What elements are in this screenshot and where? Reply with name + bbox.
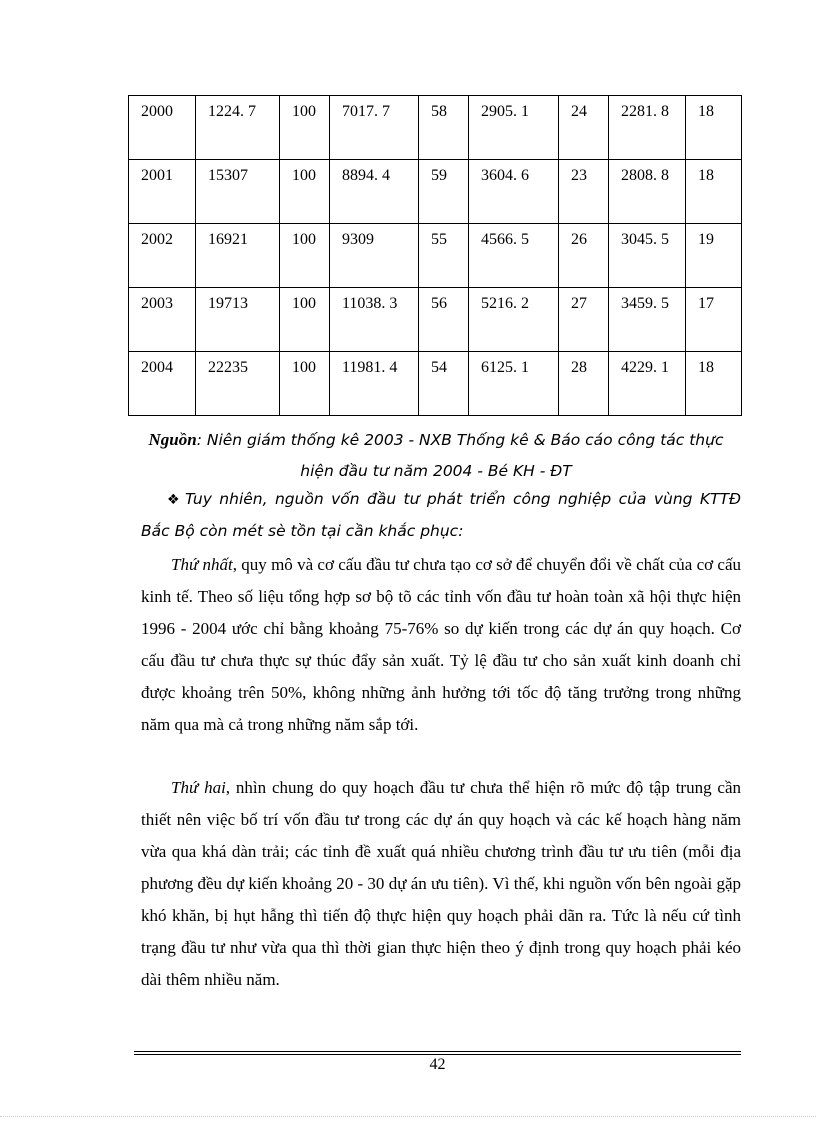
table-cell: 16921 bbox=[196, 224, 280, 288]
table-cell: 26 bbox=[559, 224, 609, 288]
table-cell: 17 bbox=[686, 288, 742, 352]
table-cell: 24 bbox=[559, 96, 609, 160]
table-cell: 5216. 2 bbox=[469, 288, 559, 352]
table-cell: 2001 bbox=[129, 160, 196, 224]
table-cell: 2004 bbox=[129, 352, 196, 416]
table-cell: 3459. 5 bbox=[609, 288, 686, 352]
table-body bbox=[129, 96, 742, 416]
table-cell: 2281. 8 bbox=[609, 96, 686, 160]
bullet-paragraph bbox=[141, 484, 741, 547]
table-cell: 2000 bbox=[129, 96, 196, 160]
table-row bbox=[129, 96, 742, 160]
diamond-bullet-icon: ❖ bbox=[167, 492, 183, 508]
table-cell: 7017. 7 bbox=[330, 96, 419, 160]
table-cell: 11038. 3 bbox=[330, 288, 419, 352]
table-cell: 1224. 7 bbox=[196, 96, 280, 160]
table-cell: 8894. 4 bbox=[330, 160, 419, 224]
table-cell: 15307 bbox=[196, 160, 280, 224]
table-cell: 18 bbox=[686, 96, 742, 160]
table-cell: 2905. 1 bbox=[469, 96, 559, 160]
table-cell: 2002 bbox=[129, 224, 196, 288]
paragraph-text: , nhìn chung do quy hoạch đầu tư chưa thể hiện rõ mức độ tập trung cần thiết nên việc bố trí vốn đầu tư trong các dự án quy hoạch và các kế hoạch hàng năm vừa qua khá dàn trải; các tỉnh đề xuất quá nhiều chương trình đầu tư ưu tiên (mỗi địa phương đều dự kiến khoảng 20 - 30 dự án ưu tiên). Vì thế, khi nguồn vốn bên ngoài gặp khó khăn, bị hụt hẫng thì tiến độ thực hiện quy hoạch phải dãn ra. Tức là nếu cứ tình trạng đầu tư như vừa qua thì thời gian thực hiện theo ý định trong quy hoạch phải kéo dài thêm nhiều năm. bbox=[141, 778, 741, 989]
table-cell: 22235 bbox=[196, 352, 280, 416]
page-edge-divider bbox=[0, 1116, 816, 1117]
table-cell: 54 bbox=[419, 352, 469, 416]
table-cell: 100 bbox=[280, 288, 330, 352]
table-cell: 28 bbox=[559, 352, 609, 416]
table-cell: 2808. 8 bbox=[609, 160, 686, 224]
table-cell: 19713 bbox=[196, 288, 280, 352]
table-cell: 18 bbox=[686, 160, 742, 224]
table-cell: 4229. 1 bbox=[609, 352, 686, 416]
table-cell: 59 bbox=[419, 160, 469, 224]
table-cell: 100 bbox=[280, 224, 330, 288]
table-cell: 100 bbox=[280, 96, 330, 160]
source-note bbox=[130, 424, 742, 487]
table-cell: 18 bbox=[686, 352, 742, 416]
table-cell: 55 bbox=[419, 224, 469, 288]
table-cell: 58 bbox=[419, 96, 469, 160]
paragraph-lead: Thứ nhất bbox=[171, 555, 233, 574]
table-cell: 100 bbox=[280, 352, 330, 416]
bullet-text: Tuy nhiên, nguồn vốn đầu tư phát triển công nghiệp của vùng KTTĐ Bắc Bộ còn mét sè tồn tại cần khắc phục: bbox=[141, 490, 741, 540]
table-row bbox=[129, 288, 742, 352]
paragraph-text: , quy mô và cơ cấu đầu tư chưa tạo cơ sở để chuyển đổi về chất của cơ cấu kinh tế. Theo số liệu tổng hợp sơ bộ tõ các tỉnh vốn đầu tư hoàn toàn xã hội thực hiện 1996 - 2004 ước chỉ bằng khoảng 75-76% so dự kiến trong các dự án quy hoạch. Cơ cấu đầu tư chưa thực sự thúc đẩy sản xuất. Tỷ lệ đầu tư cho sản xuất kinh doanh chỉ được khoảng trên 50%, không những ảnh hưởng tới tốc độ tăng trưởng trong những năm qua mà cả trong những năm sắp tới. bbox=[141, 555, 742, 734]
table-cell: 3604. 6 bbox=[469, 160, 559, 224]
source-label: Nguồn bbox=[148, 430, 197, 449]
table-cell: 4566. 5 bbox=[469, 224, 559, 288]
paragraph-second bbox=[141, 772, 741, 996]
footer-divider-thin bbox=[134, 1054, 741, 1055]
table-cell: 27 bbox=[559, 288, 609, 352]
table-cell: 56 bbox=[419, 288, 469, 352]
table-row bbox=[129, 224, 742, 288]
table-cell: 23 bbox=[559, 160, 609, 224]
table-row bbox=[129, 160, 742, 224]
paragraph-first bbox=[141, 549, 741, 741]
table-cell: 2003 bbox=[129, 288, 196, 352]
table-cell: 6125. 1 bbox=[469, 352, 559, 416]
page-number: 42 bbox=[429, 1056, 446, 1073]
source-text: : Niên giám thống kê 2003 - NXB Thống kê & Báo cáo công tác thực hiện đầu tư năm 2004 - Bé KH - ĐT bbox=[196, 431, 724, 480]
statistics-table bbox=[128, 95, 742, 416]
table-cell: 9309 bbox=[330, 224, 419, 288]
table-cell: 11981. 4 bbox=[330, 352, 419, 416]
table-cell: 3045. 5 bbox=[609, 224, 686, 288]
table-row bbox=[129, 352, 742, 416]
table-cell: 19 bbox=[686, 224, 742, 288]
footer-divider bbox=[134, 1051, 741, 1052]
paragraph-lead: Thứ hai bbox=[171, 778, 226, 797]
table-cell: 100 bbox=[280, 160, 330, 224]
